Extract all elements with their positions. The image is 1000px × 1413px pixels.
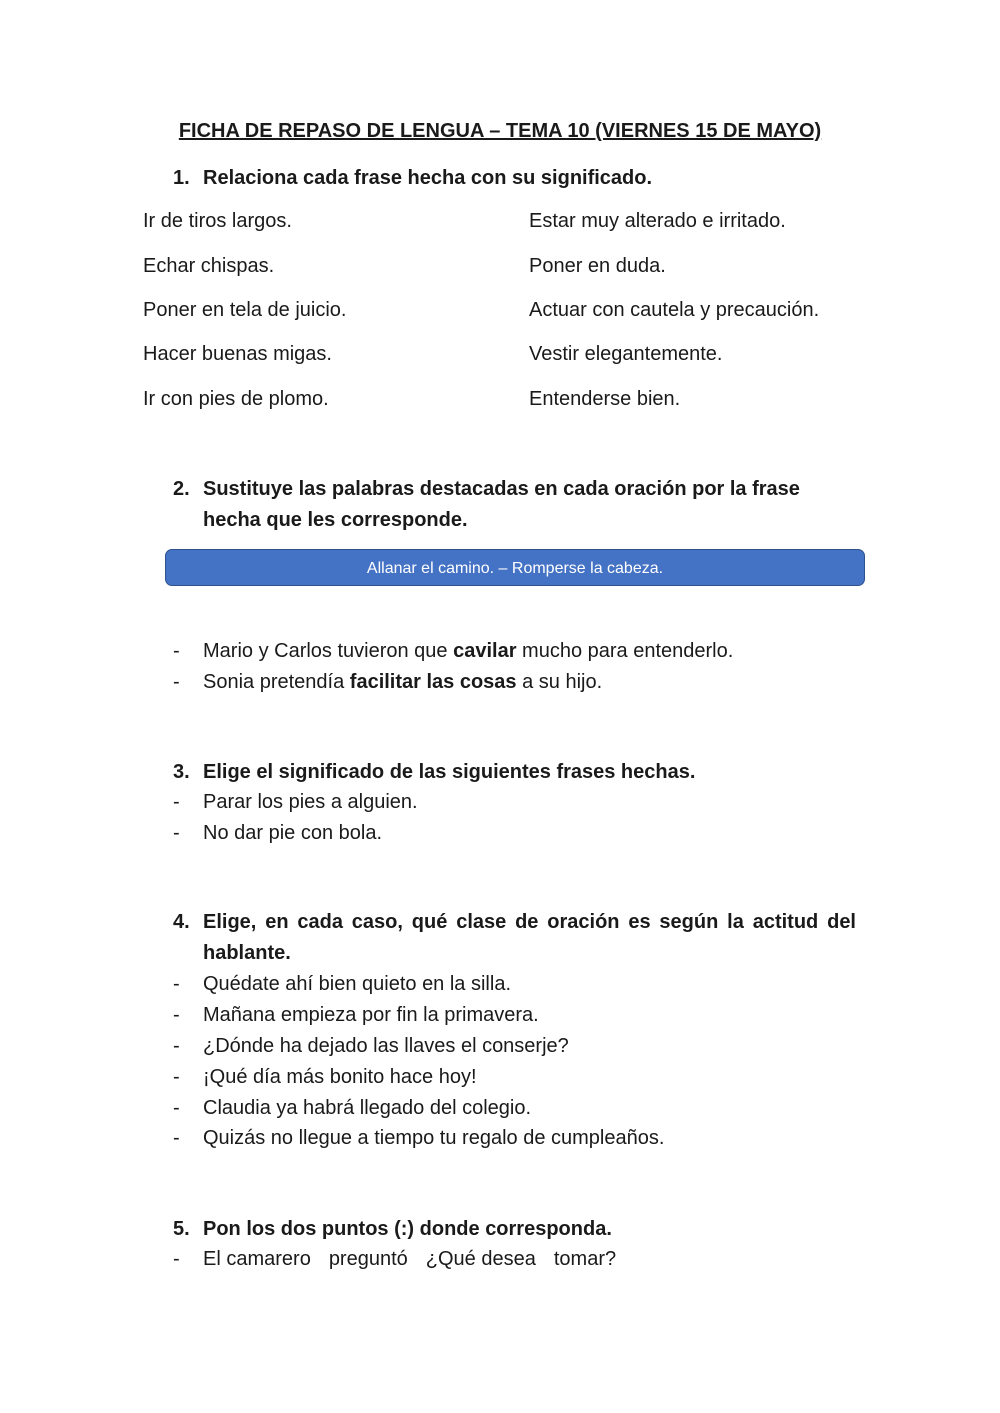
list-item <box>0 1097 1000 1125</box>
highlighted-word: facilitar las cosas <box>349 671 517 693</box>
question-prompt: Elige, en cada caso, qué clase de oración es según la actitud del hablante. <box>203 911 856 964</box>
question-4 <box>0 907 1000 969</box>
sentence-word: ¿Qué desea <box>425 1248 536 1270</box>
question-number: 2. <box>173 478 190 500</box>
list-item-text: No dar pie con bola. <box>203 822 383 844</box>
sentence-word: preguntó <box>328 1248 408 1270</box>
sentence-text: mucho para entenderlo. <box>516 640 734 662</box>
list-item <box>0 1066 1000 1094</box>
sentence-word: tomar? <box>553 1248 617 1270</box>
question-number: 1. <box>173 167 190 189</box>
question-number: 4. <box>173 911 190 933</box>
dash: - <box>173 822 180 844</box>
meaning-item: Poner en duda. <box>529 255 666 277</box>
list-item-text: Parar los pies a alguien. <box>203 791 418 813</box>
dash: - <box>173 1035 180 1057</box>
list-item-text: ¡Qué día más bonito hace hoy! <box>203 1066 477 1088</box>
meaning-item: Vestir elegantemente. <box>529 343 723 365</box>
list-item <box>0 640 1000 668</box>
dash: - <box>173 973 180 995</box>
list-item <box>0 671 1000 699</box>
sentence-text: a su hijo. <box>516 671 603 693</box>
list-item-text: Quizás no llegue a tiempo tu regalo de cumpleaños. <box>203 1127 665 1149</box>
meaning-item: Estar muy alterado e irritado. <box>529 210 786 232</box>
list-item-text: Claudia ya habrá llegado del colegio. <box>203 1097 532 1119</box>
question-prompt: Elige el significado de las siguientes frases hechas. <box>203 761 696 783</box>
list-item <box>0 1004 1000 1032</box>
dash: - <box>173 791 180 813</box>
list-item <box>0 822 1000 850</box>
meaning-item: Entenderse bien. <box>529 388 681 410</box>
dash: - <box>173 1097 180 1119</box>
list-item <box>0 973 1000 1001</box>
dash: - <box>173 1004 180 1026</box>
list-item-text: Quédate ahí bien quieto en la silla. <box>203 973 511 995</box>
dash: - <box>173 640 180 662</box>
dash: - <box>173 671 180 693</box>
list-item-text: ¿Dónde ha dejado las llaves el conserje? <box>203 1035 569 1057</box>
sentence-word: El camarero <box>203 1248 311 1270</box>
question-prompt: Pon los dos puntos (:) donde corresponda. <box>203 1218 612 1240</box>
list-item <box>0 1035 1000 1063</box>
dash: - <box>173 1248 180 1270</box>
question-1 <box>0 163 1000 194</box>
question-3 <box>0 757 1000 788</box>
list-item <box>0 1248 1000 1276</box>
question-5 <box>0 1214 1000 1245</box>
phrase-item: Poner en tela de juicio. <box>143 299 347 321</box>
page-title: FICHA DE REPASO DE LENGUA – TEMA 10 (VIERNES 15 DE MAYO) <box>178 120 822 142</box>
question-number: 3. <box>173 761 190 783</box>
question-2 <box>0 474 1000 536</box>
phrase-item: Ir de tiros largos. <box>143 210 292 232</box>
list-item <box>0 791 1000 819</box>
question-prompt: Sustituye las palabras destacadas en cada oración por la frase hecha que les corresponde. <box>203 478 800 531</box>
dash: - <box>173 1066 180 1088</box>
dash: - <box>173 1127 180 1149</box>
meaning-item: Actuar con cautela y precaución. <box>529 299 820 321</box>
sentence-text: Sonia pretendía <box>203 671 350 693</box>
list-item <box>0 1127 1000 1155</box>
word-bank-banner: Allanar el camino. – Romperse la cabeza. <box>165 549 865 586</box>
phrase-item: Hacer buenas migas. <box>143 343 332 365</box>
list-item-text: Mañana empieza por fin la primavera. <box>203 1004 539 1026</box>
question-number: 5. <box>173 1218 190 1240</box>
sentence-text: Mario y Carlos tuvieron que <box>203 640 454 662</box>
question-prompt: Relaciona cada frase hecha con su significado. <box>203 167 653 189</box>
highlighted-word: cavilar <box>453 640 517 662</box>
phrase-item: Echar chispas. <box>143 255 275 277</box>
phrase-item: Ir con pies de plomo. <box>143 388 329 410</box>
